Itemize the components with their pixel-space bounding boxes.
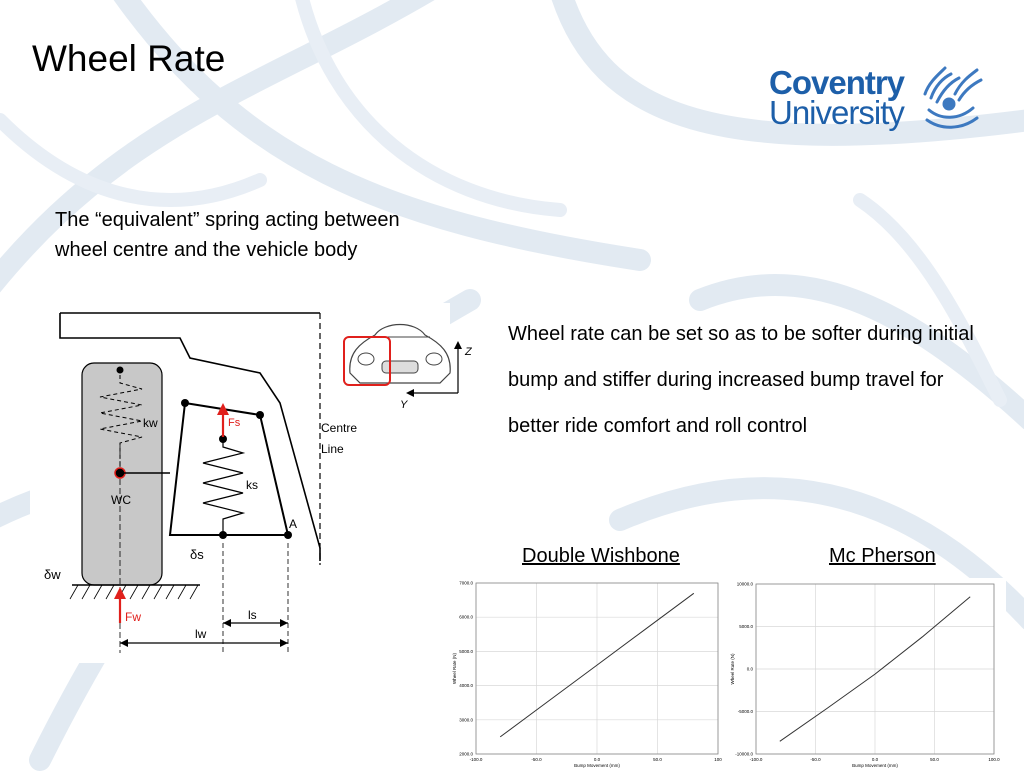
label-wc: WC — [111, 493, 131, 507]
y-tick-label: 4000.0 — [459, 683, 473, 689]
label-ks: ks — [246, 478, 258, 492]
x-tick-label: 50.0 — [653, 757, 662, 762]
label-y: Y — [400, 399, 408, 411]
y-tick-label: 0.0 — [746, 666, 753, 672]
label-kw: kw — [143, 416, 158, 430]
label-dw: δw — [44, 567, 61, 582]
y-tick-label: -5000.0 — [737, 709, 753, 714]
phoenix-icon — [915, 64, 985, 136]
university-logo — [765, 64, 985, 136]
label-centre: Centre — [321, 421, 358, 435]
x-axis-label: Bump Movement (mm) — [852, 763, 898, 768]
logo-wordmark-line1: Coventry — [769, 64, 905, 101]
slide-title: Wheel Rate — [32, 38, 226, 79]
label-line: Line — [321, 442, 344, 456]
x-tick-label: 0.0 — [871, 757, 879, 762]
y-tick-label: 6000.0 — [459, 614, 473, 620]
y-tick-label: 3000.0 — [459, 717, 473, 723]
logo-wordmark-line2: University — [769, 94, 904, 131]
label-fs: Fs — [228, 417, 241, 429]
x-tick-label: 0.0 — [593, 757, 601, 762]
wheel-rate-explanation: Wheel rate can be set so as to be softer during initial bump and stiffer during increased bump travel for better ride comfort and roll control — [508, 323, 974, 437]
label-a: A — [289, 517, 298, 531]
y-tick-label: -10000.0 — [735, 751, 753, 757]
x-tick-label: 100.0 — [988, 757, 1000, 762]
y-tick-label: 5000.0 — [459, 648, 473, 654]
chart-double-wishbone-svg — [448, 578, 730, 768]
label-fw: Fw — [125, 610, 141, 624]
x-tick-label: 100 — [714, 757, 722, 762]
x-tick-label: -50.0 — [531, 757, 542, 762]
chart-mcpherson-svg — [726, 578, 1006, 768]
chart-mcpherson — [726, 578, 1006, 768]
chart-label-double-wishbone: Double Wishbone — [522, 545, 680, 567]
x-axis-label: Bump Movement (mm) — [574, 763, 620, 768]
y-axis-label: Wheel Rate (N) — [452, 652, 457, 685]
y-axis-label: Wheel Rate (N) — [730, 653, 735, 685]
chart-label-mcpherson: Mc Pherson — [829, 545, 936, 567]
x-tick-label: -100.0 — [749, 757, 763, 762]
x-tick-label: -100.0 — [469, 757, 483, 762]
intro-text: The “equivalent” spring acting between wheel centre and the vehicle body — [55, 209, 400, 261]
suspension-spring-ks — [203, 439, 243, 535]
y-tick-label: 10000.0 — [736, 581, 753, 587]
x-tick-label: 50.0 — [930, 757, 939, 762]
label-z: Z — [465, 346, 472, 358]
label-ls: ls — [248, 608, 257, 622]
label-lw: lw — [195, 627, 207, 641]
x-tick-label: -50.0 — [810, 757, 821, 762]
y-tick-label: 5000.0 — [739, 624, 753, 629]
y-tick-label: 7000.0 — [459, 580, 473, 586]
y-tick-label: 2000.0 — [459, 751, 473, 757]
chart-double-wishbone — [448, 578, 730, 768]
label-ds: δs — [190, 547, 204, 562]
